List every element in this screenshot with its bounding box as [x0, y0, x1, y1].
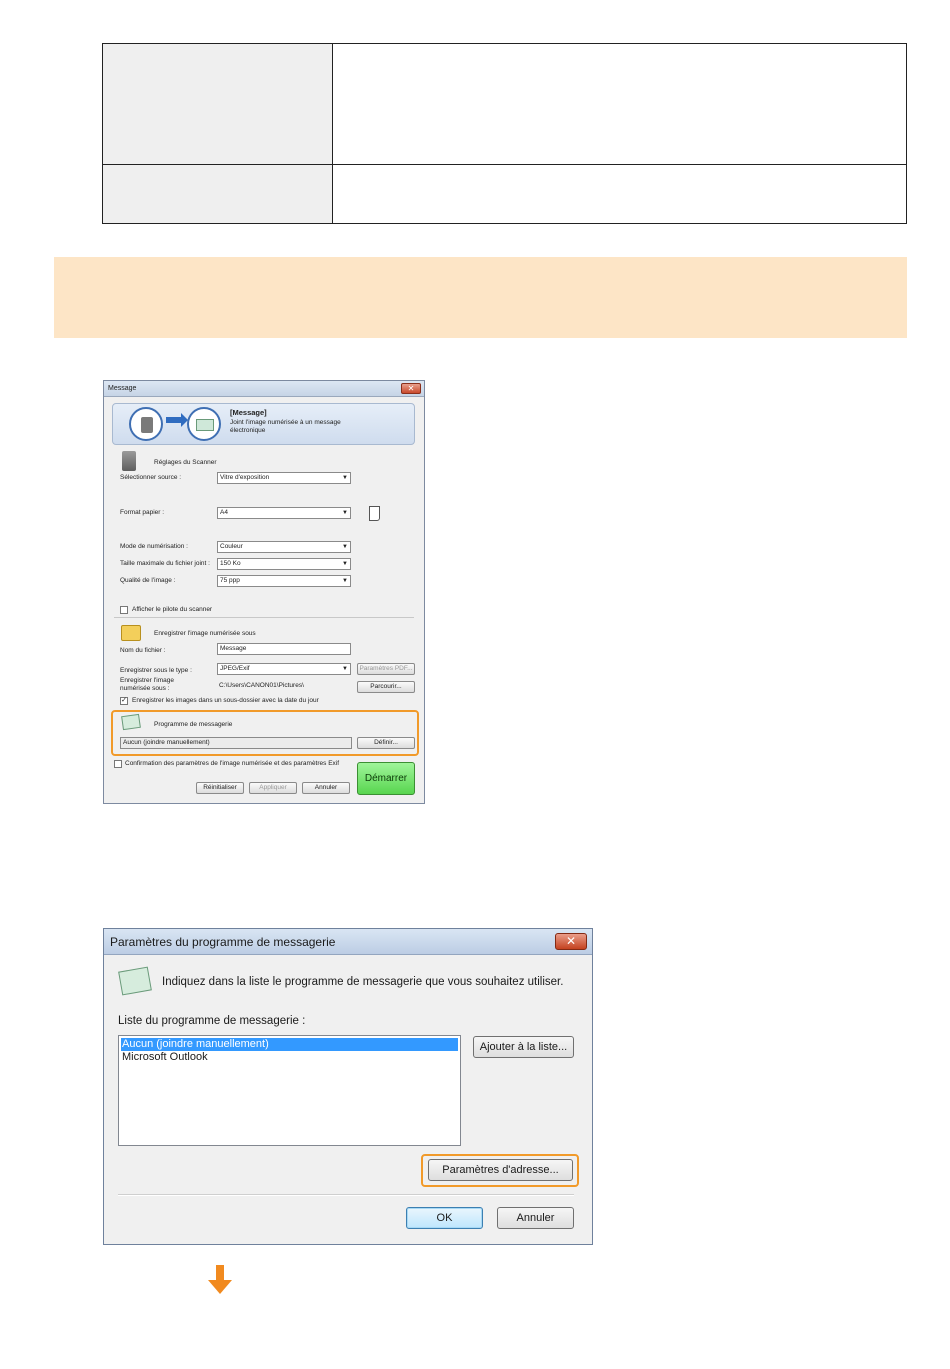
- save-in-label: Enregistrer l'image: [120, 677, 174, 684]
- info-table: [102, 43, 907, 224]
- arrow-down-icon: [213, 1265, 227, 1295]
- max-size-label: Taille maximale du fichier joint :: [120, 560, 210, 567]
- list-item[interactable]: Aucun (joindre manuellement): [121, 1038, 458, 1051]
- show-driver-label: Afficher le pilote du scanner: [132, 606, 213, 613]
- mode-banner: [112, 403, 415, 445]
- browse-button[interactable]: Parcourir...: [357, 681, 415, 693]
- mail-program-list[interactable]: [118, 1035, 461, 1146]
- add-to-list-button[interactable]: Ajouter à la liste...: [473, 1036, 574, 1058]
- max-size-select[interactable]: 150 Ko ▼: [217, 558, 351, 570]
- chevron-down-icon: ▼: [342, 510, 348, 516]
- show-driver-checkbox[interactable]: [120, 606, 128, 614]
- divider: [118, 1194, 574, 1196]
- banner-description: Joint l'image numérisée à un message électronique: [230, 419, 341, 434]
- apply-button[interactable]: Appliquer: [249, 782, 297, 794]
- dialog-title: Paramètres du programme de messagerie: [110, 935, 336, 949]
- subfolder-checkbox[interactable]: ✓: [121, 697, 127, 704]
- confirm-label: Confirmation des paramètres de l'image numérisée et des paramètres Exif: [125, 760, 340, 767]
- scan-mode-select[interactable]: Couleur ▼: [217, 541, 351, 553]
- filename-label: Nom du fichier :: [120, 647, 166, 654]
- file-type-label: Enregistrer sous le type :: [120, 667, 192, 674]
- filename-input[interactable]: Message: [217, 643, 351, 655]
- section-band: [54, 257, 907, 338]
- mail-program-icon: [121, 714, 141, 730]
- list-item[interactable]: Microsoft Outlook: [122, 1051, 208, 1063]
- page-orientation-icon: [369, 506, 380, 521]
- table-header-cell: [103, 165, 333, 223]
- define-button[interactable]: Définir...: [357, 737, 415, 749]
- folder-icon: [121, 625, 141, 641]
- save-in-label-2: numérisée sous :: [120, 685, 170, 692]
- reset-button[interactable]: Réinitialiser: [196, 782, 244, 794]
- file-type-select[interactable]: JPEG/Exif ▼: [217, 663, 351, 675]
- instruction-text: Indiquez dans la liste le programme de messagerie que vous souhaitez utiliser.: [162, 976, 564, 988]
- close-button[interactable]: ✕: [401, 383, 421, 394]
- arrow-right-icon: [166, 417, 182, 423]
- dialog-title: Message: [108, 385, 137, 392]
- email-icon: [187, 407, 221, 441]
- title-bar: [104, 381, 424, 397]
- mail-program-icon: [118, 967, 152, 996]
- start-button[interactable]: Démarrer: [357, 762, 415, 795]
- save-path: C:\Users\CANON01\Pictures\: [219, 682, 304, 689]
- highlight-mail-program: [111, 710, 419, 756]
- message-dialog: [103, 380, 425, 804]
- subfolder-label: Enregistrer les images dans un sous-dossier avec la date du jour: [132, 697, 319, 704]
- confirm-checkbox[interactable]: [114, 760, 122, 768]
- paper-size-label: Format papier :: [120, 509, 165, 516]
- table-row: [103, 44, 906, 165]
- quality-label: Qualité de l'image :: [120, 577, 176, 584]
- chevron-down-icon: ▼: [342, 666, 348, 672]
- quality-select[interactable]: 75 ppp ▼: [217, 575, 351, 587]
- mail-program-settings-dialog: [103, 928, 593, 1245]
- source-label: Sélectionner source :: [120, 474, 182, 481]
- mail-program-field: Aucun (joindre manuellement): [120, 737, 352, 749]
- table-header-cell: [103, 44, 333, 164]
- ok-button[interactable]: OK: [406, 1207, 483, 1229]
- scanner-section-label: Réglages du Scanner: [154, 459, 217, 466]
- cancel-button[interactable]: Annuler: [497, 1207, 574, 1229]
- pdf-settings-button[interactable]: Paramètres PDF...: [357, 663, 415, 675]
- save-section-label: Enregistrer l'image numérisée sous: [154, 630, 256, 637]
- chevron-down-icon: ▼: [342, 561, 348, 567]
- cancel-button[interactable]: Annuler: [302, 782, 350, 794]
- chevron-down-icon: ▼: [342, 578, 348, 584]
- paper-size-select[interactable]: A4 ▼: [217, 507, 351, 519]
- chevron-down-icon: ▼: [342, 544, 348, 550]
- address-settings-button[interactable]: Paramètres d'adresse...: [428, 1159, 573, 1181]
- source-select[interactable]: Vitre d'exposition ▼: [217, 472, 351, 484]
- title-bar: [104, 929, 592, 955]
- close-button[interactable]: ✕: [555, 933, 587, 950]
- table-row: [103, 165, 906, 223]
- mail-section-label: Programme de messagerie: [154, 721, 233, 728]
- banner-title: [Message]: [230, 408, 267, 417]
- scanner-icon: [129, 407, 163, 441]
- chevron-down-icon: ▼: [342, 475, 348, 481]
- list-label: Liste du programme de messagerie :: [118, 1015, 306, 1027]
- scanner-settings-icon: [122, 451, 136, 471]
- scan-mode-label: Mode de numérisation :: [120, 543, 188, 550]
- divider: [114, 617, 414, 618]
